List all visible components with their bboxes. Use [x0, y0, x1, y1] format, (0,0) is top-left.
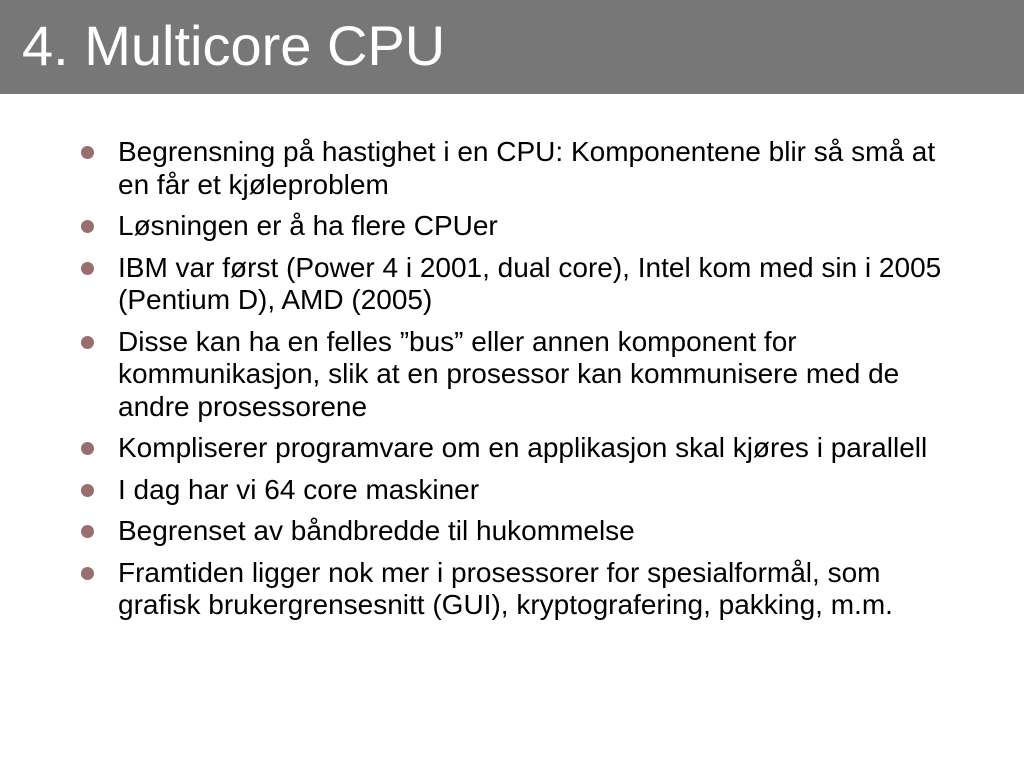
- bullet-text: Disse kan ha en felles ”bus” eller annen komponent for kommunikasjon, slik at en prosessor kan kommunisere med de andre prosessorene: [118, 325, 900, 422]
- bullet-item: [80, 557, 960, 622]
- bullet-text: Framtiden ligger nok mer i prosessorer for spesialformål, som grafisk brukergrensesnitt (GUI), kryptografering, pakking, m.m.: [118, 556, 893, 620]
- slide-title: 4. Multicore CPU: [22, 14, 446, 77]
- bullet-text: Begrensning på hastighet i en CPU: Komponentene blir så små at en får et kjøleproblem: [118, 136, 936, 200]
- bullet-icon: [81, 484, 94, 497]
- bullet-icon: [81, 567, 94, 580]
- bullet-icon: [81, 525, 94, 538]
- bullet-icon: [81, 146, 94, 159]
- bullet-item: [80, 136, 960, 201]
- title-bar: [0, 0, 1024, 94]
- bullet-text: Begrenset av båndbredde til hukommelse: [118, 515, 635, 546]
- bullet-text: Løsningen er å ha flere CPUer: [118, 210, 498, 241]
- bullet-item: [80, 210, 960, 243]
- bullet-icon: [81, 262, 94, 275]
- bullet-icon: [81, 220, 94, 233]
- bullet-item: [80, 252, 960, 317]
- bullet-item: [80, 326, 960, 424]
- bullet-item: [80, 515, 960, 548]
- bullet-text: I dag har vi 64 core maskiner: [118, 473, 480, 505]
- bullet-icon: [81, 336, 94, 349]
- bullet-text: Kompliserer programvare om en applikasjon skal kjøres i parallell: [118, 432, 928, 463]
- bullet-icon: [81, 442, 94, 455]
- bullet-item: [80, 432, 960, 465]
- bullet-text: IBM var først (Power 4 i 2001, dual core), Intel kom med sin i 2005 (Pentium D), AMD (2005): [118, 251, 942, 315]
- bullet-list: [80, 136, 960, 631]
- bullet-item: [80, 474, 960, 507]
